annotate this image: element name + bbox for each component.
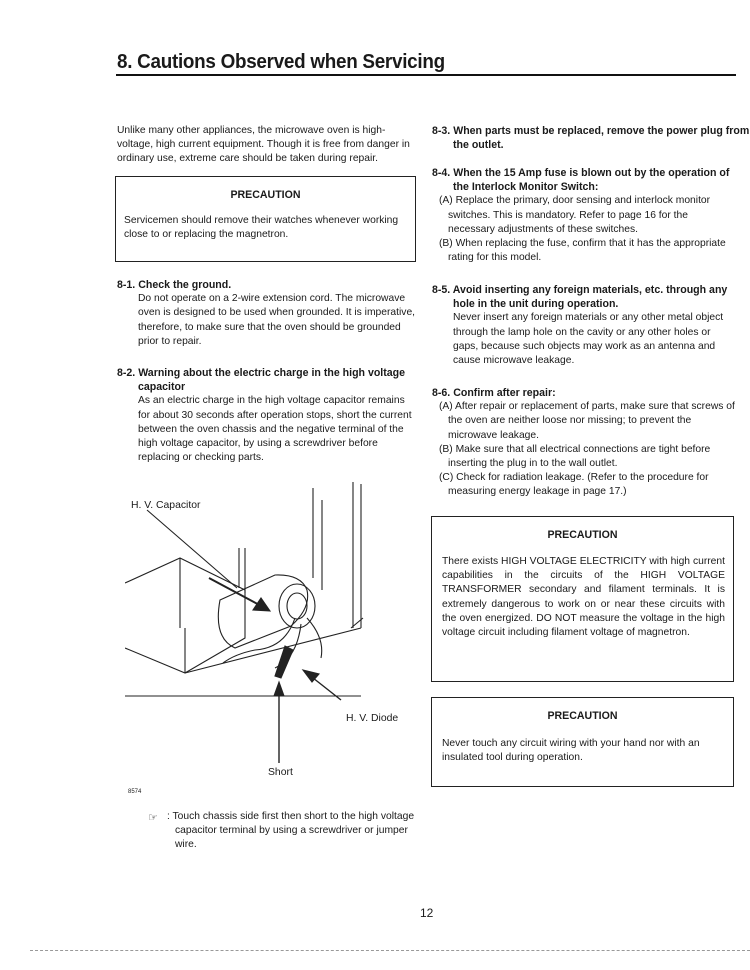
section-item-a: (A) Replace the primary, door sensing and interlock monitor switches. This is mandatory. Refer to page 16 for the necessary adjustments of these switches. [439, 195, 711, 235]
figure-code: 8574 [128, 789, 142, 795]
section-body: Never insert any foreign materials or any other metal object through the lamp hole on the cavity or any other holes or gaps, because such objects may work as an antenna and cause microwave leakage. [453, 312, 724, 367]
section-8-1 [117, 278, 417, 349]
precaution-box-watches [115, 176, 416, 262]
label-hv-diode: H. V. Diode [346, 713, 399, 724]
precaution-heading: PRECAUTION [547, 529, 618, 541]
intro-paragraph: Unlike many other appliances, the microwave oven is high-voltage, high current equipment. Though it is free from danger in ordinary use, extreme care should be taken during repair. [117, 125, 410, 165]
precaution-box-wiring [431, 697, 734, 787]
section-body: As an electric charge in the high voltage capacitor remains for about 30 seconds after operation stops, short the current between the oven chassis and the negative terminal of the high voltage capacitor, by using a screwdriver before replacing or checking parts. [138, 395, 412, 464]
section-item-c: (C) Check for radiation leakage. (Refer to the procedure for measuring energy leakage in page 17.) [439, 472, 709, 498]
pointing-hand-icon: ☞ [148, 812, 158, 824]
section-body: Do not operate on a 2-wire extension cord. The microwave oven is designed to be used when grounded. It is imperative, therefore, to make sure that the oven should be grounded prior to repair. [138, 293, 416, 347]
note-text: : Touch chassis side first then short to the high voltage capacitor terminal by using a screwdriver or jumper wire. [167, 811, 415, 851]
section-8-4 [432, 166, 737, 265]
section-8-3-heading: 8-3. When parts must be replaced, remove the power plug from the outlet. [432, 125, 750, 152]
precaution-text: Servicemen should remove their watches whenever working close to or replacing the magnetron. [124, 215, 399, 241]
section-heading: 8-1. Check the ground. [117, 279, 232, 291]
precaution-heading: PRECAUTION [230, 189, 301, 201]
precaution-box-high-voltage [431, 516, 734, 682]
section-8-5 [432, 283, 737, 368]
section-heading: 8-2. Warning about the electric charge in the high voltage capacitor [117, 367, 406, 394]
title-underline [116, 74, 736, 76]
section-8-2 [117, 366, 417, 465]
section-8-6 [432, 386, 737, 500]
section-heading: 8-6. Confirm after repair: [432, 387, 556, 399]
section-item-a: (A) After repair or replacement of parts, make sure that screws of the oven are neither loose nor missing; to prevent the microwave leakage. [439, 401, 735, 441]
section-item-b: (B) Make sure that all electrical connections are tight before inserting the plug in to the wall outlet. [439, 443, 711, 470]
precaution-text: Never touch any circuit wiring with your hand nor with an insulated tool during operation. [442, 738, 700, 764]
page-title: 8. Cautions Observed when Servicing [117, 50, 445, 73]
precaution-text: There exists HIGH VOLTAGE ELECTRICITY with high current capabilities in the circuits of the HIGH VOLTAGE TRANSFORMER secondary and filament terminals. It is extremely dangerous to work on or near these circuits with the oven energized. DO NOT measure the voltage in the high voltage circuit including filament voltage of magnetron. [442, 556, 725, 639]
capacitor-discharge-figure [125, 478, 425, 788]
section-item-b: (B) When replacing the fuse, confirm that it has the appropriate rating for this model. [439, 238, 726, 264]
label-short: Short [268, 767, 293, 778]
page-number: 12 [420, 906, 434, 920]
bottom-edge-line [30, 950, 750, 952]
label-hv-capacitor: H. V. Capacitor [131, 500, 201, 511]
precaution-heading: PRECAUTION [547, 710, 618, 722]
section-heading: 8-5. Avoid inserting any foreign materials, etc. through any hole in the unit during operation. [432, 284, 728, 311]
section-heading: 8-4. When the 15 Amp fuse is blown out by the operation of the Interlock Monitor Switch: [432, 167, 730, 194]
